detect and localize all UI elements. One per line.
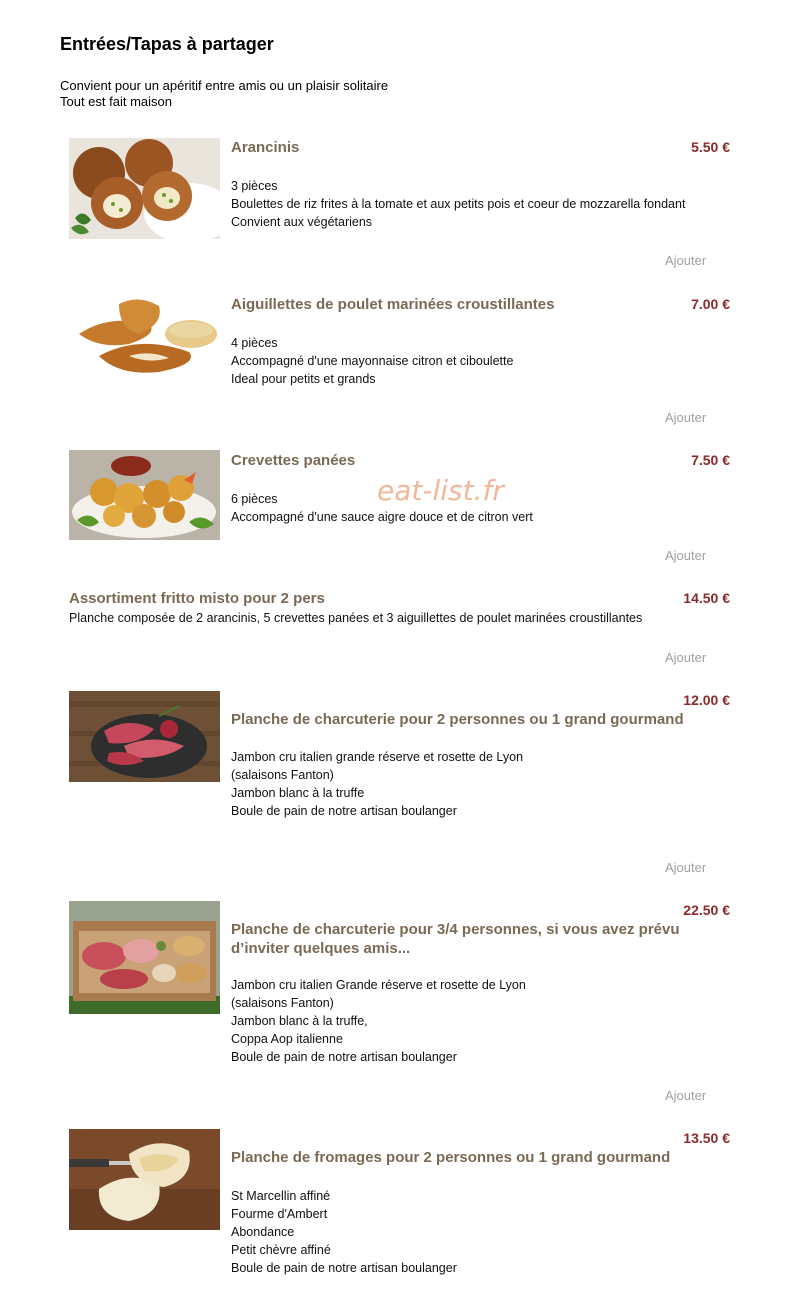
- description-line: Petit chèvre affiné: [231, 1243, 331, 1257]
- description-line: Planche composée de 2 arancinis, 5 crevettes panées et 3 aiguillettes de poulet marinées croustillantes: [69, 611, 643, 625]
- item-name: Arancinis: [231, 139, 300, 156]
- item-price: 14.50 €: [683, 590, 730, 606]
- watermark: eat-list.fr: [377, 474, 504, 507]
- description-line: Jambon blanc à la truffe: [231, 786, 365, 800]
- add-button[interactable]: Ajouter: [665, 650, 707, 665]
- item-name: Assortiment fritto misto pour 2 pers: [69, 590, 325, 607]
- charcuterie-photo: [69, 691, 220, 791]
- description-line: Accompagné d'une mayonnaise citron et ciboulette: [231, 354, 514, 368]
- item-description: [231, 748, 523, 820]
- description-line: (salaisons Fanton): [231, 996, 334, 1010]
- description-line: 3 pièces: [231, 179, 278, 193]
- add-button[interactable]: Ajouter: [665, 548, 707, 563]
- description-line: Fourme d'Ambert: [231, 1207, 328, 1221]
- item-price: 13.50 €: [683, 1130, 730, 1146]
- description-line: 4 pièces: [231, 336, 278, 350]
- item-price: 12.00 €: [683, 692, 730, 708]
- item-price: 22.50 €: [683, 902, 730, 918]
- item-name: Aiguillettes de poulet marinées croustillantes: [231, 296, 555, 313]
- description-line: Abondance: [231, 1225, 295, 1239]
- description-line: 6 pièces: [231, 492, 278, 506]
- description-line: Convient aux végétariens: [231, 215, 373, 229]
- item-price: 7.50 €: [691, 452, 730, 468]
- description-line: Boule de pain de notre artisan boulanger: [231, 1261, 457, 1275]
- description-line: Jambon cru italien Grande réserve et rosette de Lyon: [231, 978, 526, 992]
- aiguillettes-photo: [69, 294, 220, 384]
- description-line: Jambon blanc à la truffe,: [231, 1014, 368, 1028]
- description-line: Coppa Aop italienne: [231, 1032, 343, 1046]
- description-line: St Marcellin affiné: [231, 1189, 331, 1203]
- add-button[interactable]: Ajouter: [665, 253, 707, 268]
- add-button[interactable]: Ajouter: [665, 1088, 707, 1103]
- add-button[interactable]: Ajouter: [665, 860, 707, 875]
- description-line: Jambon cru italien grande réserve et rosette de Lyon: [231, 750, 524, 764]
- charcuterie-box-photo: [69, 901, 220, 1014]
- description-line: Ideal pour petits et grands: [231, 372, 376, 386]
- description-line: (salaisons Fanton): [231, 768, 334, 782]
- item-price: 5.50 €: [691, 139, 730, 155]
- description-line: Accompagné d'une sauce aigre douce et de citron vert: [231, 510, 533, 524]
- item-name: Crevettes panées: [231, 452, 356, 469]
- item-description: [231, 1187, 457, 1277]
- section-intro: [60, 78, 388, 110]
- item-name-line: Planche de charcuterie pour 3/4 personnes, si vous avez prévu: [231, 921, 680, 938]
- item-description: [231, 177, 685, 231]
- description-line: Boule de pain de notre artisan boulanger: [231, 1050, 457, 1064]
- add-button[interactable]: Ajouter: [665, 410, 707, 425]
- item-name: [231, 920, 680, 958]
- item-description: [231, 334, 513, 388]
- item-name: Planche de charcuterie pour 2 personnes ou 1 grand gourmand: [231, 711, 684, 728]
- crevettes-photo: [69, 450, 220, 540]
- item-description: [231, 976, 526, 1066]
- arancinis-photo: [69, 138, 220, 239]
- item-name-line: d’inviter quelques amis...: [231, 940, 411, 957]
- item-price: 7.00 €: [691, 296, 730, 312]
- description-line: Boule de pain de notre artisan boulanger: [231, 804, 457, 818]
- intro-line: Convient pour un apéritif entre amis ou un plaisir solitaire: [60, 78, 389, 93]
- intro-line: Tout est fait maison: [60, 94, 172, 109]
- description-line: Boulettes de riz frites à la tomate et aux petits pois et coeur de mozzarella fondant: [231, 197, 686, 211]
- section-title: Entrées/Tapas à partager: [60, 34, 274, 54]
- item-name: Planche de fromages pour 2 personnes ou 1 grand gourmand: [231, 1149, 671, 1166]
- fromages-photo: [69, 1129, 220, 1230]
- item-description: [69, 609, 642, 627]
